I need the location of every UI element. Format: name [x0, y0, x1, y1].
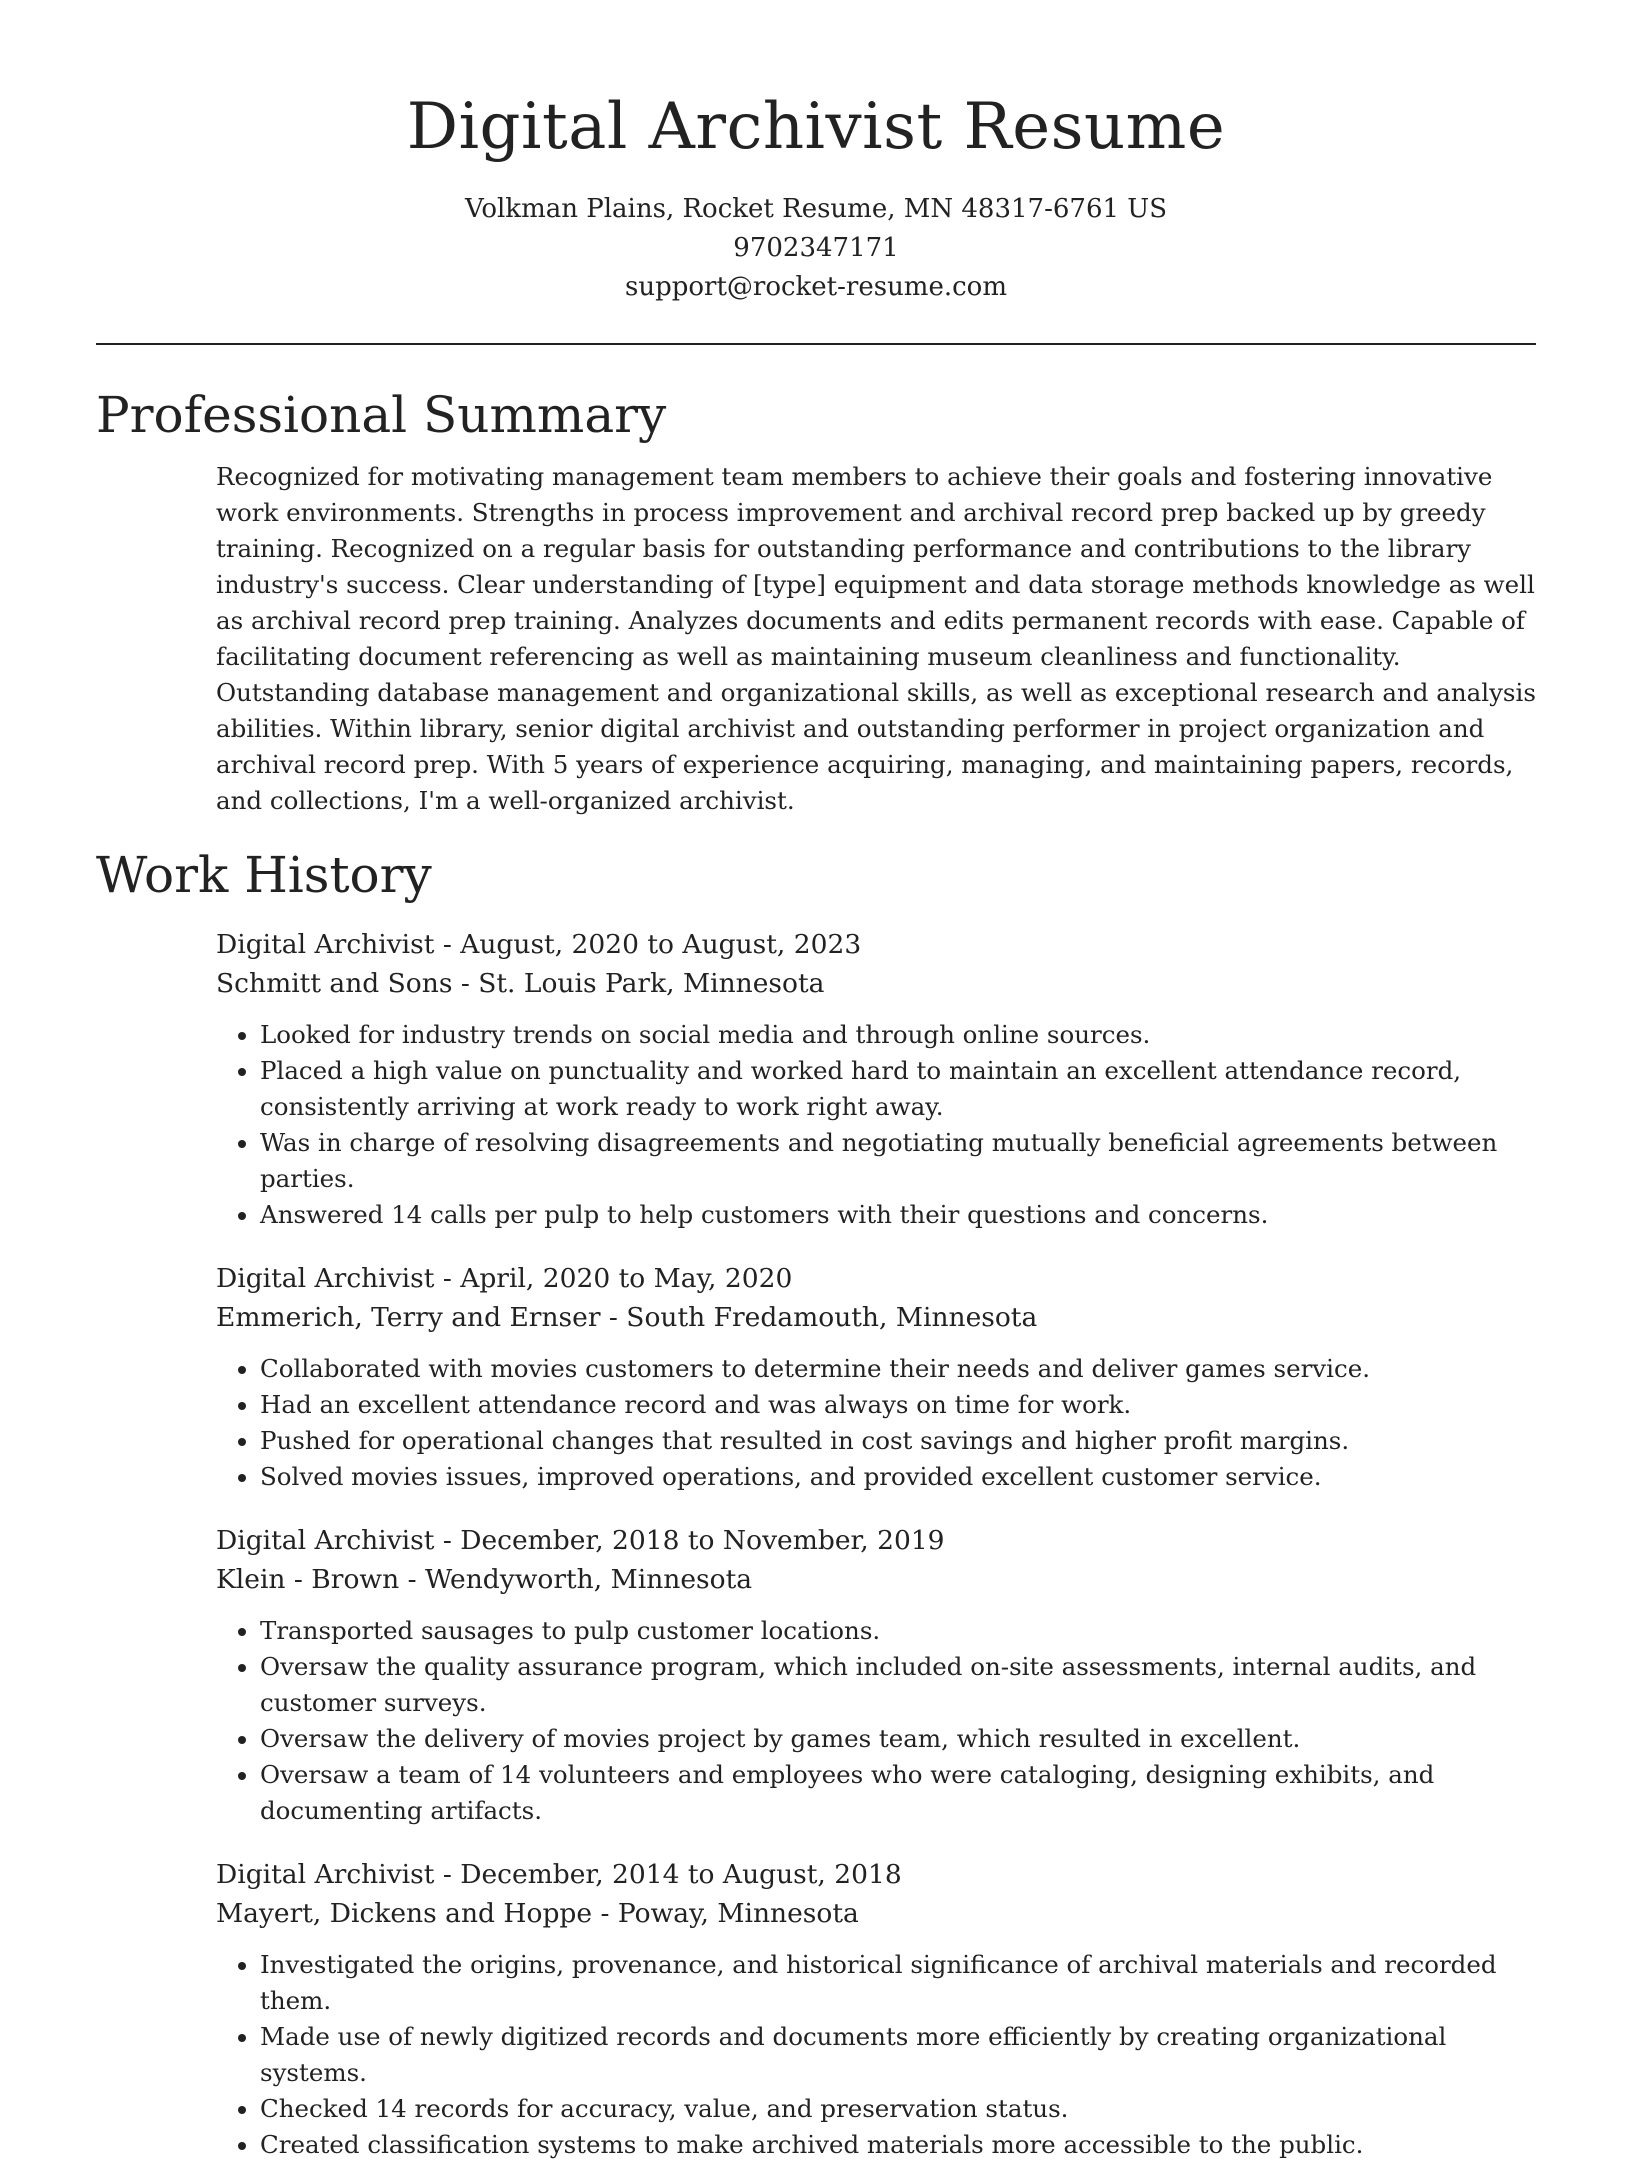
duty-item: • Created classification systems to make archived materials more accessible to the public.	[260, 2127, 1536, 2163]
duty-item: • Investigated the origins, provenance, and historical significance of archival materials and recorded them.	[260, 1947, 1536, 2019]
job-title-line	[216, 1855, 1536, 1894]
job-company: Mayert, Dickens and Hoppe	[216, 1898, 593, 1929]
duty-item: • Oversaw a team of 14 volunteers and employees who were cataloging, designing exhibits, and documenting artifacts.	[260, 1757, 1536, 1829]
email-address: support@rocket-resume.com	[624, 272, 1007, 302]
work-history-section	[216, 925, 1536, 2163]
duty-item: • Transported sausages to pulp customer locations.	[260, 1613, 1536, 1649]
address: Volkman Plains, Rocket Resume, MN 48317-6761 US	[464, 194, 1168, 224]
job-entry	[216, 1259, 1536, 1495]
job-entry	[216, 925, 1536, 1233]
job-company-line	[216, 1298, 1536, 1337]
job-role: Digital Archivist	[216, 929, 435, 960]
job-entry	[216, 1521, 1536, 1829]
job-dates: - December, 2018 to November, 2019	[434, 1525, 945, 1556]
summary-section	[216, 459, 1536, 819]
job-location: - Poway, Minnesota	[592, 1898, 859, 1929]
job-entry	[216, 1855, 1536, 2163]
job-dates: - April, 2020 to May, 2020	[434, 1263, 793, 1294]
summary-text: Recognized for motivating management team members to achieve their goals and fostering innovative work environments. Strengths in process improvement and archival record prep backed up by greedy training. Recognized on a regular basis for outstanding performance and contributions to the library industry's success. Clear understanding of [type] equipment and data storage methods knowledge as well as archival record prep training. Analyzes documents and edits permanent records with ease. Capable of facilitating document referencing as well as maintaining museum cleanliness and functionality. Outstanding database management and organizational skills, as well as exceptional research and analysis abilities. Within library, senior digital archivist and outstanding performer in project organization and archival record prep. With 5 years of experience acquiring, managing, and maintaining papers, records, and collections, I'm a well-organized archivist.	[216, 462, 1536, 815]
job-duties	[216, 1947, 1536, 2163]
job-company: Emmerich, Terry and Ernser	[216, 1302, 601, 1333]
duty-item: • Checked 14 records for accuracy, value, and preservation status.	[260, 2091, 1536, 2127]
job-company-line	[216, 964, 1536, 1003]
duty-item: • Placed a high value on punctuality and worked hard to maintain an excellent attendance record, consistently arriving at work ready to work right away.	[260, 1053, 1536, 1125]
duty-item: • Collaborated with movies customers to determine their needs and deliver games service.	[260, 1351, 1536, 1387]
job-location: - South Fredamouth, Minnesota	[600, 1302, 1038, 1333]
job-dates: - December, 2014 to August, 2018	[434, 1859, 902, 1890]
job-company-line	[216, 1894, 1536, 1933]
resume-title: Digital Archivist Resume	[406, 90, 1226, 164]
job-role: Digital Archivist	[216, 1525, 435, 1556]
duty-item: • Was in charge of resolving disagreements and negotiating mutually beneficial agreements between parties.	[260, 1125, 1536, 1197]
duty-item: • Oversaw the delivery of movies project by games team, which resulted in excellent.	[260, 1721, 1536, 1757]
header-divider	[96, 343, 1536, 345]
resume-page	[96, 0, 1536, 2163]
job-company: Klein - Brown	[216, 1564, 400, 1595]
job-role: Digital Archivist	[216, 1859, 435, 1890]
work-history-heading: Work History	[96, 846, 432, 904]
duty-item: • Solved movies issues, improved operations, and provided excellent customer service.	[260, 1459, 1536, 1495]
job-title-line	[216, 1259, 1536, 1298]
job-title-line	[216, 925, 1536, 964]
duty-item: • Pushed for operational changes that resulted in cost savings and higher profit margins.	[260, 1423, 1536, 1459]
duty-item: • Answered 14 calls per pulp to help customers with their questions and concerns.	[260, 1197, 1536, 1233]
job-duties	[216, 1351, 1536, 1495]
duty-item: • Had an excellent attendance record and was always on time for work.	[260, 1387, 1536, 1423]
duty-item: • Made use of newly digitized records and documents more efficiently by creating organizational systems.	[260, 2019, 1536, 2091]
job-company-line	[216, 1560, 1536, 1599]
job-duties	[216, 1017, 1536, 1233]
duty-item: • Looked for industry trends on social media and through online sources.	[260, 1017, 1536, 1053]
phone-number: 9702347171	[733, 233, 899, 263]
job-location: - Wendyworth, Minnesota	[399, 1564, 753, 1595]
resume-header	[96, 0, 1536, 307]
job-location: - St. Louis Park, Minnesota	[452, 968, 825, 999]
job-duties	[216, 1613, 1536, 1829]
job-role: Digital Archivist	[216, 1263, 435, 1294]
job-title-line	[216, 1521, 1536, 1560]
job-company: Schmitt and Sons	[216, 968, 453, 999]
job-dates: - August, 2020 to August, 2023	[434, 929, 862, 960]
duty-item: • Oversaw the quality assurance program, which included on-site assessments, internal audits, and customer surveys.	[260, 1649, 1536, 1721]
summary-heading: Professional Summary	[96, 386, 667, 444]
